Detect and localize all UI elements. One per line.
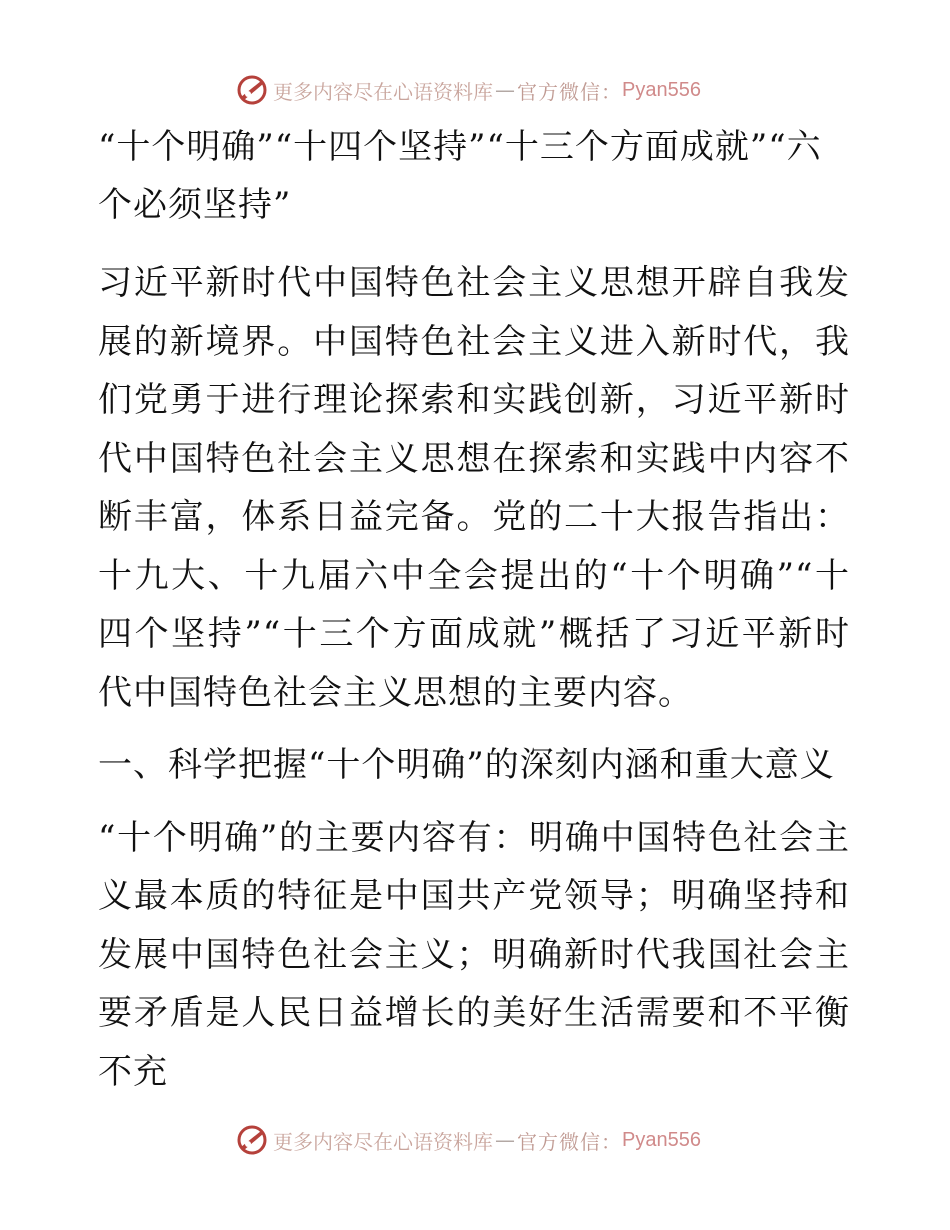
watermark-separator: —	[495, 78, 515, 102]
intro-paragraph: 习近平新时代中国特色社会主义思想开辟自我发展的新境界。中国特色社会主义进入新时代，我们党勇于进行理论探索和实践创新，习近平新时代中国特色社会主义思想在探索和实践中内容不断丰富，体系日益完备。党的二十大报告指出：十九大、十九届六中全会提出的“十个明确”“十四个坚持”“十三个方面成就”概括了习近平新时代中国特色社会主义思想的主要内容。	[98, 263, 850, 713]
watermark-account: 官方微信：	[517, 1129, 622, 1154]
watermark-text: 更多内容尽在心语资料库	[273, 1129, 493, 1154]
document-title: “十个明确”“十四个坚持”“十三个方面成就”“六个必须坚持”	[98, 127, 822, 225]
watermark-text: 更多内容尽在心语资料库	[273, 79, 493, 104]
document-body	[98, 118, 850, 1101]
watermark-account: 官方微信：	[517, 79, 622, 104]
pen-logo-icon	[235, 1123, 269, 1157]
watermark-footer	[235, 1120, 701, 1160]
watermark-wechat-id: Pyan556	[622, 78, 701, 101]
pen-logo-icon	[235, 73, 269, 107]
watermark-header	[235, 70, 701, 110]
section-heading: 一、科学把握“十个明确”的深刻内涵和重大意义	[98, 745, 835, 785]
section-paragraph: “十个明确”的主要内容有：明确中国特色社会主义最本质的特征是中国共产党领导；明确坚持和发展中国特色社会主义；明确新时代我国社会主要矛盾是人民日益增长的美好生活需要和不平衡不充	[98, 817, 850, 1092]
watermark-wechat-id: Pyan556	[622, 1128, 701, 1151]
watermark-separator: —	[495, 1128, 515, 1152]
